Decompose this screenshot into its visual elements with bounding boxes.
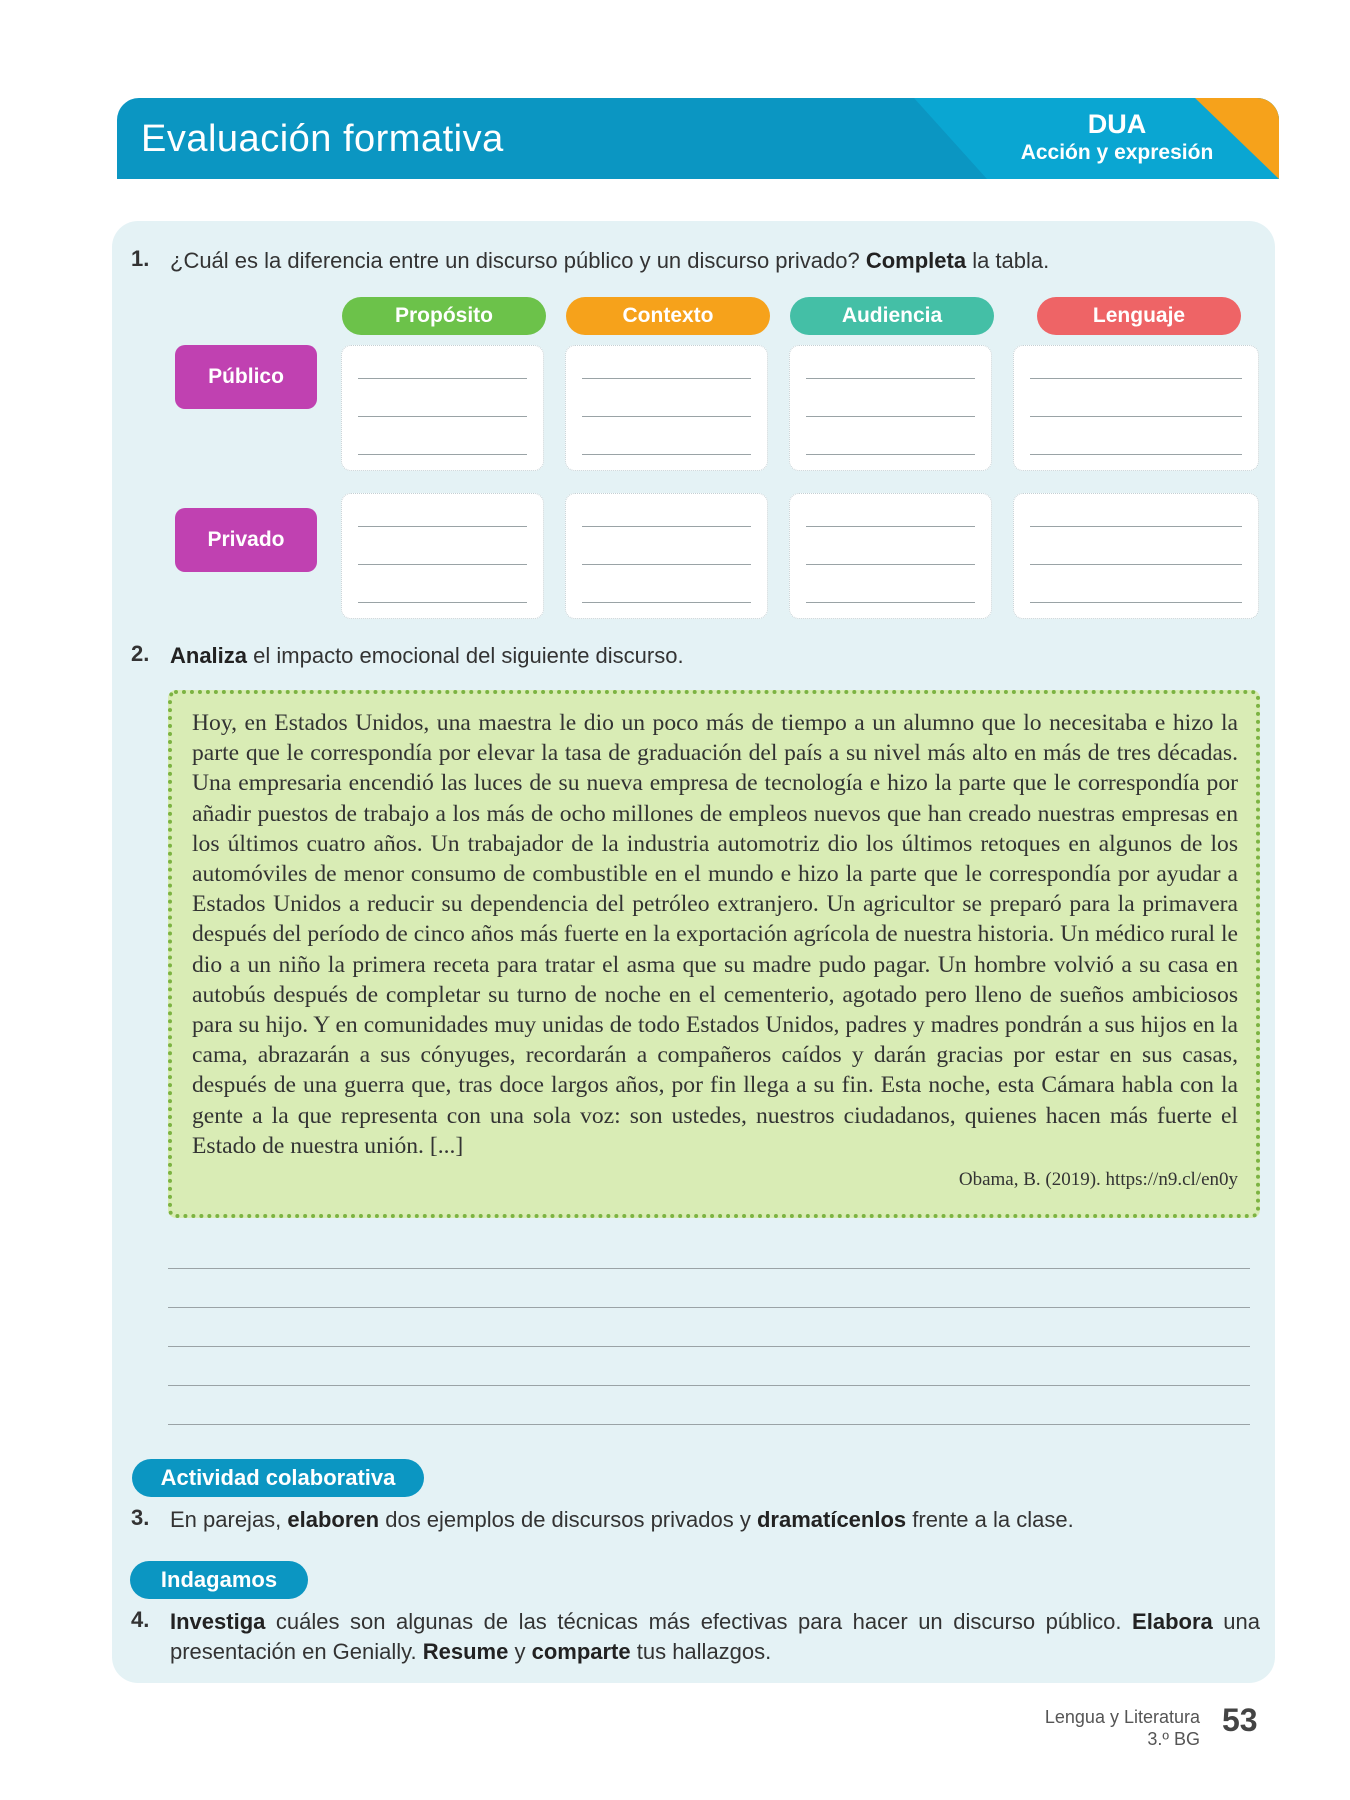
column-header-audience: Audiencia [790,297,994,335]
answer-cell-private-language[interactable] [1013,493,1259,619]
speech-quote-box [168,690,1260,1218]
dua-subtitle: Acción y expresión [1020,141,1214,164]
answer-line[interactable] [168,1346,1250,1347]
quote-citation: Obama, B. (2019). https://n9.cl/en0y [958,1169,1238,1191]
answer-cell-public-audience[interactable] [789,345,992,471]
section-header-banner [117,98,1279,179]
question-1-number: 1. [131,246,150,271]
column-header-purpose: Propósito [342,297,546,335]
row-label-public: Público [175,345,317,409]
page-number: 53 [1222,1702,1258,1738]
question-4-number: 4. [131,1607,150,1632]
answer-line[interactable] [168,1268,1250,1269]
speech-quote-text: Hoy, en Estados Unidos, una maestra le dio un poco más de tiempo a un alumno que lo necesitaba e hizo la parte que le correspondía por elevar la tasa de graduación del país a su nivel más alto en más de tres décadas. Una empresaria encendió las luces de su nueva empresa de tecnología e hizo la parte que le correspondía por añadir puestos de trabajo a los más de ocho millones de empleos nuevos que han creado nuestras empresas en los últimos cuatro años. Un trabajador de la industria automotriz dio los últimos retoques en algunos de los automóviles de menor consumo de combustible en el mundo e hizo la parte que le correspondía por ayudar a Estados Unidos a reducir su dependencia del petróleo extranjero. Un agricultor se preparó para la primavera después del período de cinco años más fuerte en la exportación agrícola de nuestra historia. Un médico rural le dio a un niño la primera receta para tratar el asma que su madre pudo pagar. Un hombre volvió a su casa en autobús después de completar su turno de noche en el cementerio, agotado pero lleno de sueños ambiciosos para su hijo. Y en comunidades muy unidas de todo Estados Unidos, padres y madres pondrán a sus hijos en la cama, abrazarán a sus cónyuges, recordarán a compañeros caídos y darán gracias por estar en sus casas, después de una guerra que, tras doce largos años, por fin llega a su fin. Esta noche, esta Cámara habla con la gente a la que representa con una sola voz: son ustedes, nuestros ciudadanos, quienes hacen más fuerte el Estado de nuestra unión. [...] [192,710,1238,1159]
inquiry-tag: Indagamos [130,1561,308,1599]
question-2-number: 2. [131,641,150,666]
dua-label: DUA [1087,109,1147,139]
answer-cell-public-context[interactable] [565,345,768,471]
question-2-text: Analiza el impacto emocional del siguiente discurso. [170,643,684,668]
question-3-text: En parejas, elaboren dos ejemplos de discursos privados y dramatícenlos frente a la clase. [170,1507,1074,1532]
answer-cell-public-language[interactable] [1013,345,1259,471]
row-label-private: Privado [175,508,317,572]
answer-cell-private-context[interactable] [565,493,768,619]
answer-line[interactable] [168,1424,1250,1425]
column-header-language: Lenguaje [1037,297,1241,335]
footer-grade: 3.º BG [1147,1729,1200,1749]
section-title: Evaluación formativa [141,118,504,160]
column-header-context: Contexto [566,297,770,335]
answer-line[interactable] [168,1385,1250,1386]
answer-cell-public-purpose[interactable] [341,345,544,471]
question-1-text: ¿Cuál es la diferencia entre un discurso público y un discurso privado? Completa la tabla. [170,248,1050,273]
footer-subject: Lengua y Literatura [1044,1707,1200,1727]
answer-cell-private-purpose[interactable] [341,493,544,619]
answer-line[interactable] [168,1307,1250,1308]
question-3-number: 3. [131,1505,150,1530]
collaborative-activity-tag: Actividad colaborativa [132,1459,424,1497]
question-4-text: Investiga cuáles son algunas de las técnicas más efectivas para hacer un discurso público. Elabora una presentación en Genially. Resume y comparte tus hallazgos. [170,1609,1260,1664]
answer-cell-private-audience[interactable] [789,493,992,619]
